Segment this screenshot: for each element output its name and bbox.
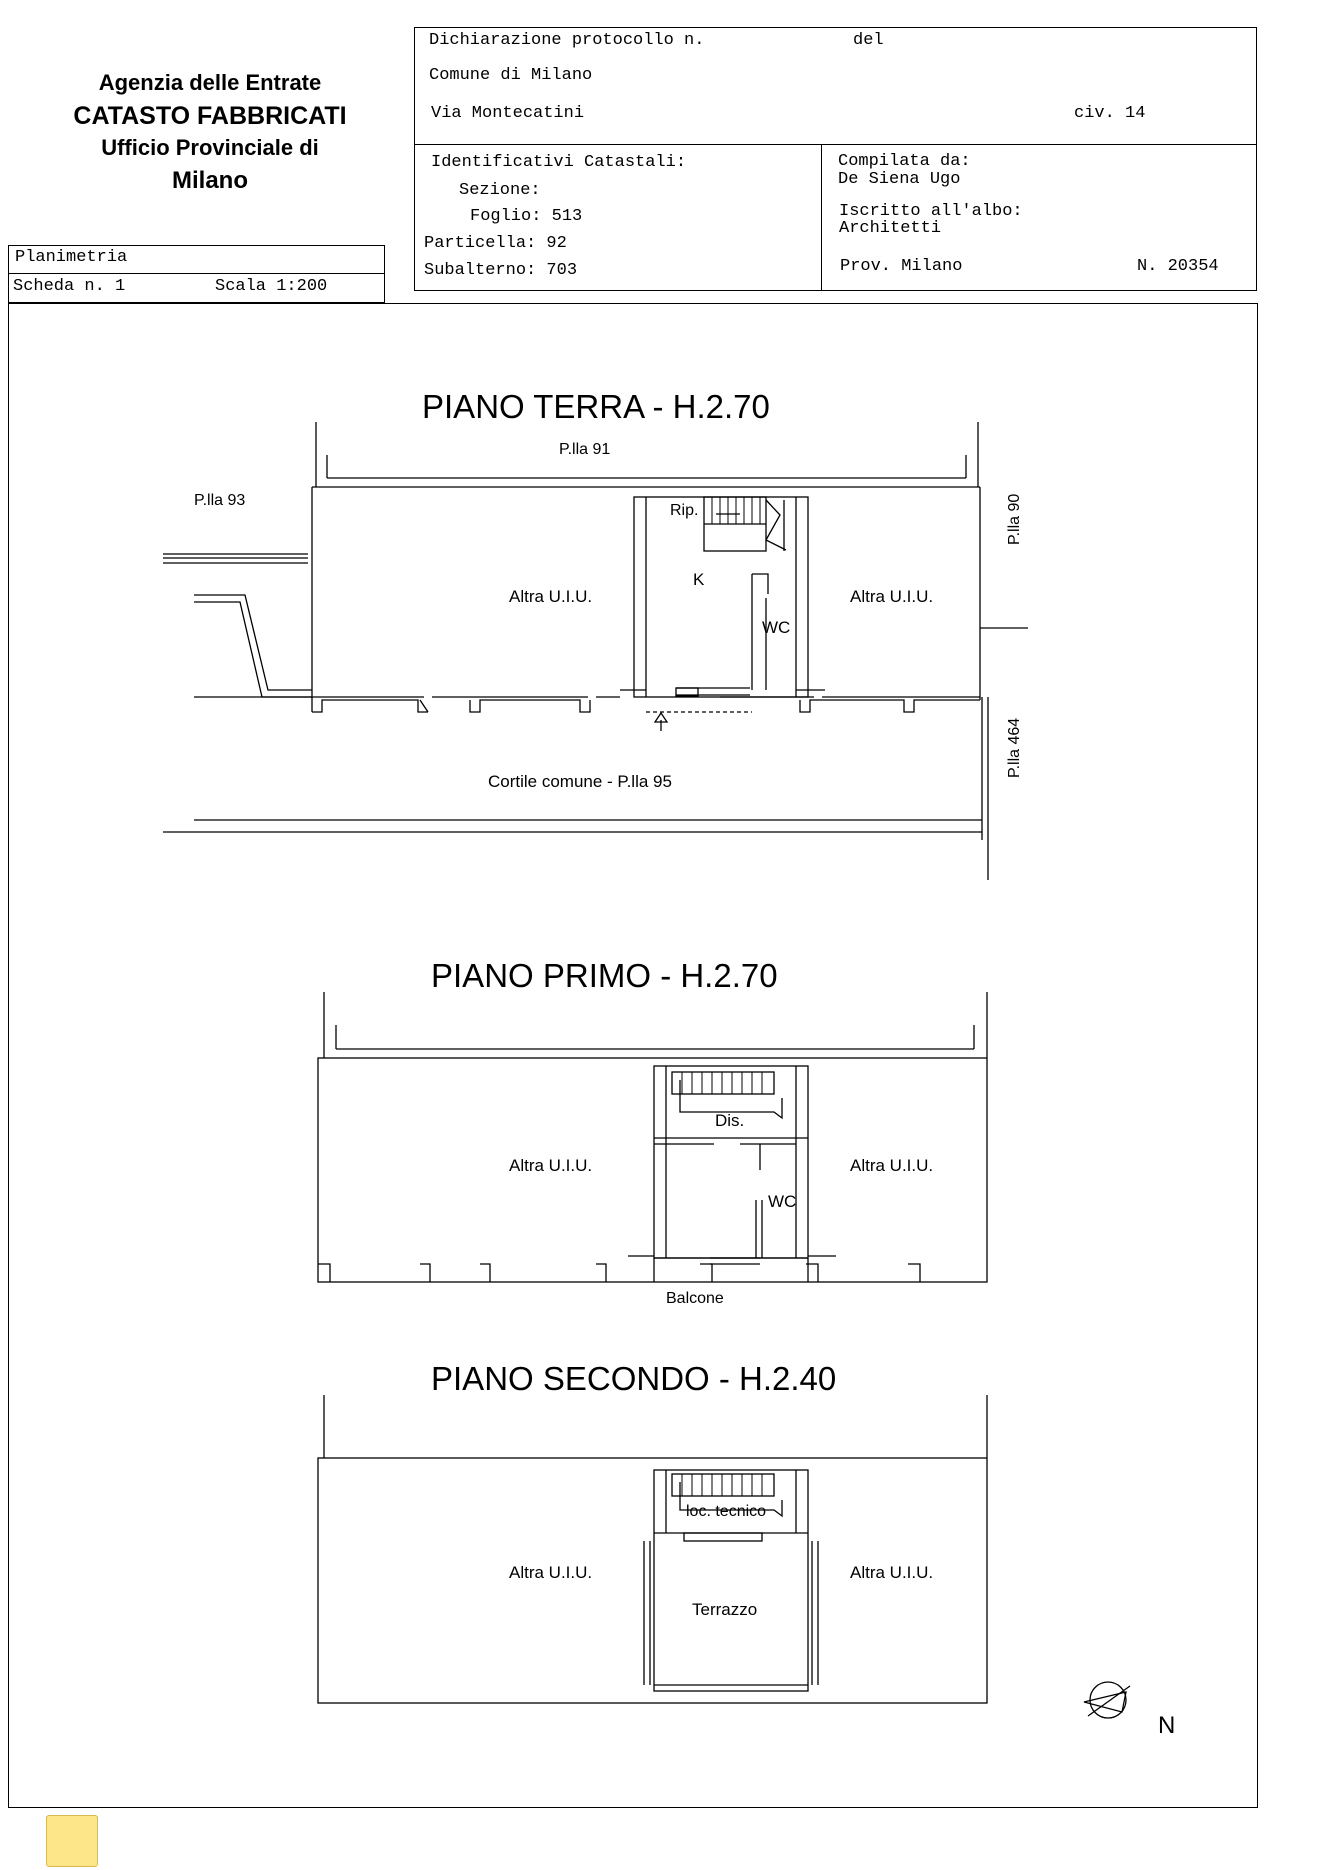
albo-label: Iscritto all'albo: (839, 202, 1023, 221)
plla-93-label: P.lla 93 (194, 492, 246, 509)
secondo-altra-uiu-right: Altra U.I.U. (850, 1563, 934, 1582)
sezione-label: Sezione: (459, 181, 541, 200)
city-label: Milano (172, 167, 248, 194)
plla-90-label: P.lla 90 (1006, 493, 1023, 545)
piano-terra-title: PIANO TERRA - H.2.70 (422, 388, 770, 425)
albo-number: N. 20354 (1137, 257, 1219, 276)
piano-secondo-plan (318, 1395, 987, 1703)
terra-wc-label: WC (762, 618, 791, 637)
north-compass-icon (1084, 1682, 1130, 1718)
piano-primo-plan (318, 992, 987, 1282)
terra-altra-uiu-left: Altra U.I.U. (509, 587, 593, 606)
terrazzo-label: Terrazzo (692, 1600, 758, 1619)
scheda-label: Scheda n. 1 (13, 277, 126, 296)
plla-91-label: P.lla 91 (559, 441, 611, 458)
sticky-note[interactable] (46, 1815, 98, 1867)
disimpegno-label: Dis. (715, 1111, 745, 1130)
ufficio-label: Ufficio Provinciale di (101, 135, 319, 160)
foglio-label: Foglio: 513 (470, 207, 583, 226)
balcone-label: Balcone (666, 1290, 724, 1307)
primo-altra-uiu-left: Altra U.I.U. (509, 1156, 593, 1175)
piano-terra-plan (163, 422, 1028, 880)
identificativi-title: Identificativi Catastali: (431, 153, 687, 172)
protocollo-label: Dichiarazione protocollo n. (429, 31, 705, 50)
subalterno-label: Subalterno: 703 (424, 261, 578, 280)
primo-wc-label: WC (768, 1192, 797, 1211)
compiler-name: De Siena Ugo (838, 170, 961, 189)
cortile-label: Cortile comune - P.lla 95 (488, 772, 672, 791)
albo-value: Architetti (839, 219, 942, 238)
piano-secondo-title: PIANO SECONDO - H.2.40 (431, 1360, 837, 1397)
planimetria-label: Planimetria (15, 248, 128, 267)
plla-464-label: P.lla 464 (1006, 717, 1023, 778)
scala-label: Scala 1:200 (215, 277, 328, 296)
via-label: Via Montecatini (431, 104, 585, 123)
del-label: del (853, 31, 884, 50)
civico-label: civ. 14 (1074, 104, 1146, 123)
comune-label: Comune di Milano (429, 66, 593, 85)
cucina-label: K (693, 570, 705, 589)
secondo-altra-uiu-left: Altra U.I.U. (509, 1563, 593, 1582)
agency-name: Agenzia delle Entrate (98, 70, 322, 95)
provincia-label: Prov. Milano (840, 257, 963, 276)
locale-tecnico-label: loc. tecnico (686, 1503, 767, 1520)
catasto-title: CATASTO FABBRICATI (73, 102, 347, 130)
piano-primo-title: PIANO PRIMO - H.2.70 (431, 957, 778, 994)
terra-altra-uiu-right: Altra U.I.U. (850, 587, 934, 606)
north-label: N (1158, 1712, 1176, 1739)
primo-altra-uiu-right: Altra U.I.U. (850, 1156, 934, 1175)
compilata-label: Compilata da: (838, 152, 971, 171)
particella-label: Particella: 92 (424, 234, 567, 253)
ripostiglio-label: Rip. (670, 502, 699, 519)
